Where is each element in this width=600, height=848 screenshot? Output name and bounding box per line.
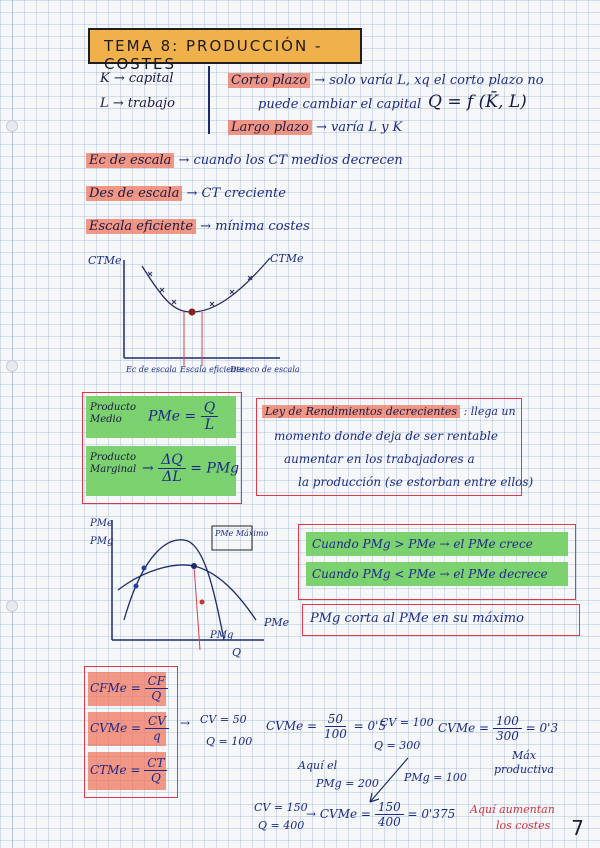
pmg-rhs: = PMg: [190, 460, 240, 477]
cvme-num: CV: [145, 714, 169, 729]
cvme3-den: 400: [377, 815, 401, 829]
def-capital: K → capital: [100, 71, 174, 86]
region-ec-escala: Ec de escala: [126, 365, 177, 374]
pme-fraction: [201, 400, 218, 433]
cfme-fraction: [145, 674, 169, 703]
ley-line4: la producción (se estorban entre ellos): [298, 475, 534, 489]
page-title: [88, 28, 362, 73]
page-number: 7: [571, 816, 584, 840]
example-q300: Q = 300: [374, 739, 421, 752]
max-line: [194, 566, 200, 650]
pme-num: Q: [201, 400, 218, 417]
max-label: Máx: [512, 749, 537, 762]
cvme2-den: 300: [495, 729, 519, 743]
deseconomia-label: Des de escala: [86, 186, 182, 201]
binder-hole: [6, 120, 18, 132]
example-cvme3: [306, 800, 455, 829]
example-q400: Q = 400: [258, 819, 305, 832]
cvme3-lhs: → CVMe =: [306, 807, 371, 821]
cfme-num: CF: [145, 674, 169, 689]
cvme-fraction: [145, 714, 169, 743]
deseconomia-text: → CT creciente: [186, 186, 286, 201]
corto-plazo-label: Corto plazo: [228, 73, 310, 88]
ctme-formula: [90, 756, 167, 785]
cfme-lhs: CFMe =: [90, 681, 141, 695]
chart2-xlabel: Q: [232, 646, 242, 659]
cvme2-fraction: [493, 714, 522, 743]
cfme-den: Q: [151, 689, 162, 703]
ctme-num: CT: [144, 756, 167, 771]
economia-escala-text: → cuando los CT medios decrecen: [178, 153, 403, 168]
escala-eficiente-row: [86, 220, 310, 233]
pmg-formula: [142, 452, 239, 485]
aqui-aumentan: Aquí aumentan: [470, 803, 555, 816]
cvme-den: q: [153, 729, 161, 743]
def-labor: L → trabajo: [100, 96, 175, 111]
escala-eficiente-text: → mínima costes: [200, 219, 310, 234]
rule-crece: Cuando PMg > PMe → el PMe crece: [306, 532, 568, 556]
largo-plazo-row: [228, 121, 402, 134]
ley-line1: [262, 406, 516, 417]
cvme-lhs: CVMe =: [90, 721, 142, 735]
cvme2-lhs: CVMe =: [438, 721, 490, 735]
divider-line: [208, 66, 210, 134]
ctme-lhs: CTMe =: [90, 763, 141, 777]
cvme1-num: 50: [325, 712, 346, 727]
corto-plazo-text: → solo varía L, xq el corto plazo no: [314, 73, 544, 88]
pmg-point: [142, 566, 147, 571]
largo-plazo-text: → varía L y K: [315, 120, 403, 135]
pme-point: [134, 584, 139, 589]
chart2-ylabel2: PMg: [90, 536, 114, 547]
corto-plazo-row: [228, 74, 544, 87]
pmg-arrow: →: [142, 460, 154, 477]
production-function: Q = f (K̄, L): [428, 92, 527, 112]
binder-hole: [6, 360, 18, 372]
min-point: [189, 309, 196, 316]
curve-ticks: [148, 272, 252, 306]
aqui-label: Aquí el: [298, 759, 338, 772]
cvme1-lhs: CVMe =: [266, 719, 318, 733]
pmg-num: ΔQ: [158, 452, 186, 469]
deseconomia-row: [86, 187, 286, 200]
cvme1-result: = 0'5: [353, 719, 387, 733]
arrow-a: →: [180, 716, 191, 730]
chart2-ylabel1: PMe: [90, 518, 113, 529]
example-cvme2: [438, 714, 558, 743]
example-cv50: CV = 50: [200, 713, 247, 726]
corto-plazo-line2: puede cambiar el capital: [258, 97, 422, 112]
cvme1-den: 100: [323, 727, 347, 741]
example-cv150: CV = 150: [254, 801, 308, 814]
largo-plazo-label: Largo plazo: [228, 120, 312, 135]
pme-formula: [148, 400, 218, 433]
ley-text1: : llega un: [463, 405, 516, 418]
binder-hole: [6, 600, 18, 612]
ctme-curve-label: CTMe: [270, 252, 304, 265]
ctme-diagram: [80, 248, 320, 388]
productiva-label: productiva: [494, 763, 554, 776]
cvme3-result: = 0'375: [407, 807, 456, 821]
ctme-den: Q: [150, 771, 161, 785]
pmg-200: PMg = 200: [316, 777, 379, 790]
pmg-label: Producto Marginal: [90, 452, 137, 475]
pmg-100: PMg = 100: [404, 771, 467, 784]
cvme1-fraction: [321, 712, 350, 741]
economia-escala-row: [86, 154, 403, 167]
cvme3-fraction: [375, 800, 404, 829]
ley-label: Ley de Rendimientos decrecientes: [262, 405, 460, 418]
callout-pme: PMe Máximo: [215, 529, 269, 538]
economia-escala-label: Ec de escala: [86, 153, 174, 168]
cvme-formula: [90, 714, 169, 743]
example-cv100: CV = 100: [380, 716, 434, 729]
pmg-fraction: [158, 452, 186, 485]
rule-decrece: Cuando PMg < PMe → el PMe decrece: [306, 562, 568, 586]
chart1-ylabel: CTMe: [88, 254, 122, 267]
region-deseco: Deseco de escala: [230, 365, 300, 374]
pme-label: PMe: [264, 616, 290, 629]
pmg-label: PMg: [210, 630, 234, 641]
cvme2-num: 100: [493, 714, 522, 729]
escala-eficiente-label: Escala eficiente: [86, 219, 196, 234]
pmg-curve: [124, 540, 224, 640]
example-q100: Q = 100: [206, 735, 253, 748]
ctme-curve: [142, 258, 270, 312]
example-cvme1: [266, 712, 386, 741]
max-point: [191, 563, 197, 569]
pmg-den: ΔL: [162, 469, 182, 485]
cfme-formula: [90, 674, 168, 703]
cvme2-result: = 0'3: [525, 721, 559, 735]
cvme3-num: 150: [375, 800, 404, 815]
ley-line2: momento donde deja de ser rentable: [274, 429, 498, 443]
max-rule: PMg corta al PMe en su máximo: [310, 611, 524, 626]
pme-label: Producto Medio: [90, 402, 137, 425]
pme-curve: [118, 565, 256, 620]
region-escala-eficiente: Escala eficiente: [180, 365, 245, 374]
title-text: TEMA 8: PRODUCCIÓN - COSTES: [104, 37, 323, 73]
pme-den: L: [204, 417, 215, 433]
los-costes: los costes: [496, 819, 551, 832]
pme-pmg-diagram: [84, 510, 304, 660]
ley-line3: aumentar en los trabajadores a: [284, 452, 475, 466]
red-point: [200, 600, 205, 605]
pme-lhs: PMe =: [148, 408, 197, 425]
ctme-fraction: [144, 756, 167, 785]
